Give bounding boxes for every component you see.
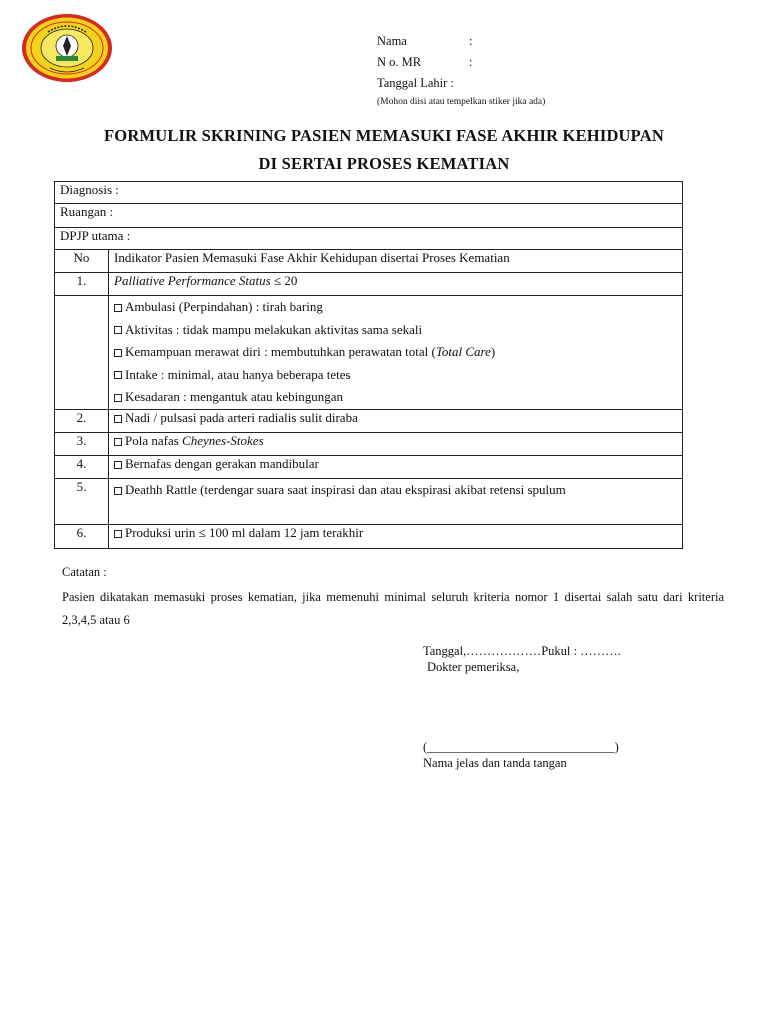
checkbox[interactable]	[114, 349, 122, 357]
column-header-no: No	[55, 250, 109, 273]
form-title-line2: DI SERTAI PROSES KEMATIAN	[258, 154, 510, 173]
row-number: 3.	[55, 433, 109, 456]
criterion-5-text: Deathh Rattle (terdengar suara saat inspirasi dan atau ekspirasi akibat retensi spulum	[125, 482, 566, 497]
criterion-3	[109, 433, 683, 456]
dob-label: Tanggal Lahir :	[377, 76, 454, 90]
checkbox[interactable]	[114, 438, 122, 446]
criterion-6-text: Produksi urin ≤ 100 ml dalam 12 jam terakhir	[125, 525, 364, 540]
name-field[interactable]: :	[469, 34, 473, 48]
checkbox[interactable]	[114, 487, 122, 495]
criterion-2-text: Nadi / pulsasi pada arteri radialis sulit diraba	[125, 410, 358, 425]
notes-body: Pasien dikatakan memasuki proses kematian, jika memenuhi minimal seluruh kriteria nomor 1 disertai salah satu dari kriteria 2,3,4,5 atau 6	[62, 590, 724, 627]
criterion-1	[109, 273, 683, 296]
ruangan-field[interactable]: Ruangan :	[55, 204, 683, 228]
subitem-aktivitas: Aktivitas : tidak mampu melakukan aktivitas sama sekali	[125, 321, 423, 337]
date-time-line[interactable]: Tanggal,………………Pukul : ……….	[423, 644, 621, 658]
row-number: 5.	[55, 479, 109, 525]
criterion-2	[109, 410, 683, 433]
criterion-6	[109, 525, 683, 549]
notes-section	[62, 565, 724, 632]
notes-title: Catatan :	[62, 565, 107, 579]
mr-label: N o. MR	[377, 55, 422, 69]
signature-block	[423, 643, 621, 771]
subitem-kemampuan: Kemampuan merawat diri : membutuhkan perawatan total (	[125, 344, 436, 360]
row-number-empty	[55, 296, 109, 410]
signature-caption: Nama jelas dan tanda tangan	[423, 756, 567, 770]
criterion-4-text: Bernafas dengan gerakan mandibular	[125, 456, 319, 471]
pps-threshold: ≤ 20	[270, 273, 298, 288]
patient-identity-block	[377, 31, 545, 110]
form-title-line1: FORMULIR SKRINING PASIEN MEMASUKI FASE AKHIR KEHIDUPAN	[104, 126, 664, 145]
total-care-text: Total Care	[435, 344, 491, 360]
signature-line[interactable]: (______________________________)	[423, 740, 619, 754]
column-header-indicator: Indikator Pasien Memasuki Fase Akhir Kehidupan disertai Proses Kematian	[109, 250, 683, 273]
university-logo	[20, 12, 114, 84]
cheynes-stokes-text: Cheynes-Stokes	[182, 433, 264, 448]
screening-table	[54, 181, 683, 549]
row-number: 2.	[55, 410, 109, 433]
checkbox[interactable]	[114, 394, 122, 402]
mr-field[interactable]: :	[469, 55, 473, 69]
subitem-kesadaran: Kesadaran : mengantuk atau kebingungan	[125, 389, 344, 405]
criterion-4	[109, 456, 683, 479]
checkbox[interactable]	[114, 461, 122, 469]
name-label: Nama	[377, 34, 407, 48]
checkbox[interactable]	[114, 415, 122, 423]
subitem-ambulasi: Ambulasi (Perpindahan) : tirah baring	[125, 299, 323, 314]
row-number: 1.	[55, 273, 109, 296]
sticker-note: (Mohon diisi atau tempelkan stiker jika ada)	[377, 97, 546, 107]
criterion-3-text: Pola nafas	[125, 433, 183, 448]
checkbox[interactable]	[114, 371, 122, 379]
row-number: 4.	[55, 456, 109, 479]
criterion-5	[109, 479, 683, 525]
row-number: 6.	[55, 525, 109, 549]
close-paren: )	[490, 344, 496, 360]
examiner-label: Dokter pemeriksa,	[427, 660, 520, 674]
criterion-1-subitems	[109, 296, 683, 410]
checkbox[interactable]	[114, 304, 122, 312]
checkbox[interactable]	[114, 530, 122, 538]
dpjp-field[interactable]: DPJP utama :	[55, 228, 683, 250]
checkbox[interactable]	[114, 326, 122, 334]
subitem-intake: Intake : minimal, atau hanya beberapa tetes	[125, 366, 351, 382]
pps-label: Palliative Performance Status	[114, 273, 271, 288]
diagnosis-field[interactable]: Diagnosis :	[55, 182, 683, 204]
